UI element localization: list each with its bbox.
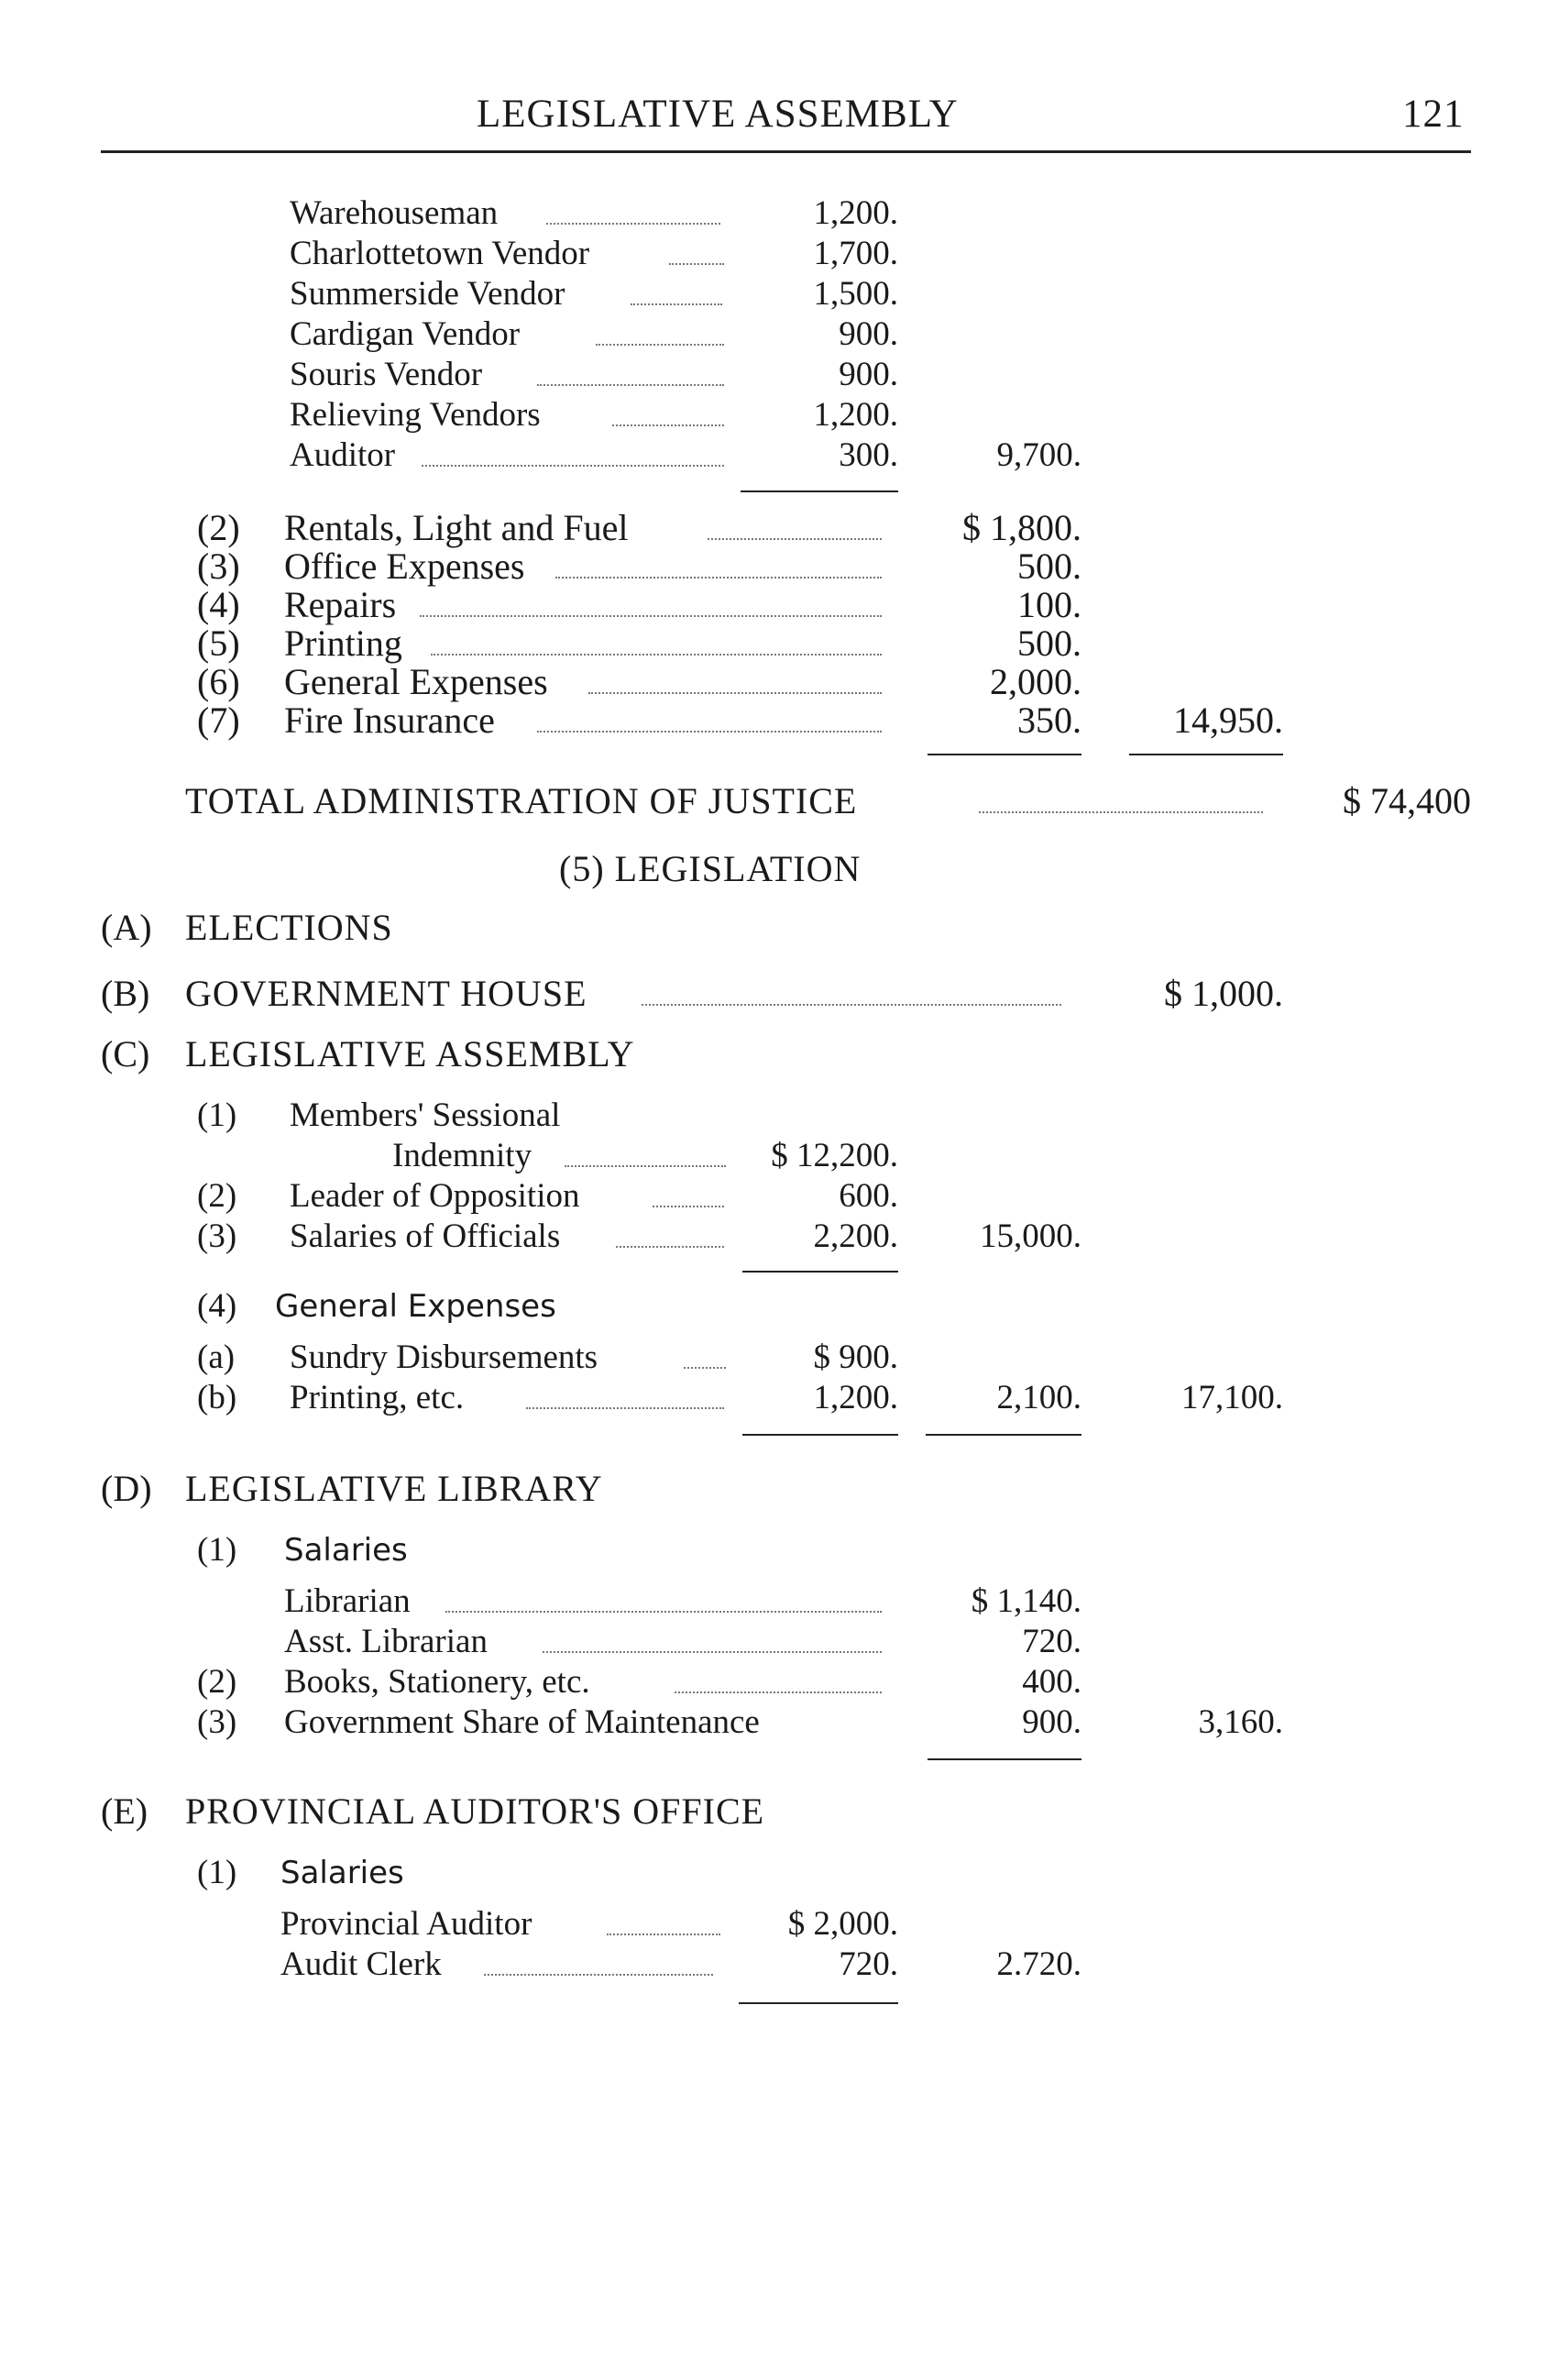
leader-dots — [543, 1651, 882, 1653]
library-item-label: Asst. Librarian — [284, 1623, 488, 1660]
leader-dots — [684, 1367, 726, 1369]
section-letter: (D) — [101, 1468, 152, 1509]
assembly-item-amount: $ 12,200. — [771, 1137, 898, 1174]
sum-rule — [739, 2002, 898, 2004]
item-number: (2) — [197, 1177, 237, 1215]
sum-rule — [741, 490, 898, 492]
library-item-amount: 400. — [1022, 1663, 1081, 1701]
library-item-label: Librarian — [284, 1582, 411, 1620]
salary-amount: 1,700. — [813, 235, 898, 272]
auditor-total: 2.720. — [996, 1945, 1081, 1983]
gov-house-amount: $ 1,000. — [1164, 973, 1283, 1014]
salary-amount: 900. — [839, 315, 898, 353]
leader-dots — [445, 1611, 882, 1613]
library-item-label: Books, Stationery, etc. — [284, 1663, 590, 1701]
salary-label: Cardigan Vendor — [290, 315, 521, 353]
salary-label: Summerside Vendor — [290, 275, 565, 313]
leader-dots — [526, 1407, 724, 1409]
assembly-item-amount: 600. — [839, 1177, 898, 1215]
item-number: (1) — [197, 1096, 237, 1134]
salary-amount: 1,500. — [813, 275, 898, 313]
assembly-total: 17,100. — [1181, 1379, 1283, 1416]
expense-label: Repairs — [284, 584, 397, 625]
item-number: (4) — [197, 584, 240, 625]
header-rule — [101, 150, 1471, 153]
leader-dots — [422, 465, 724, 467]
leader-dots — [642, 1004, 1061, 1006]
leader-dots — [420, 615, 882, 617]
expense-amount: $ 1,800. — [962, 507, 1081, 548]
leader-dots — [612, 424, 724, 426]
leader-dots — [484, 1974, 713, 1976]
item-letter: (b) — [197, 1379, 237, 1416]
library-total: 3,160. — [1198, 1703, 1283, 1741]
salaries-heading: Salaries — [284, 1532, 408, 1569]
expense-label: Rentals, Light and Fuel — [284, 507, 629, 548]
library-item-amount: 720. — [1022, 1623, 1081, 1660]
item-number: (5) — [197, 623, 240, 664]
assembly-item-label: Indemnity — [392, 1137, 532, 1174]
gov-house-label: GOVERNMENT HOUSE — [185, 973, 587, 1014]
leader-dots — [653, 1206, 724, 1207]
leader-dots — [979, 811, 1263, 813]
assembly-item-label: Sundry Disbursements — [290, 1339, 598, 1376]
section-letter: (B) — [101, 973, 150, 1014]
total-justice-label: TOTAL ADMINISTRATION OF JUSTICE — [185, 780, 858, 821]
section-letter: (E) — [101, 1791, 148, 1832]
leader-dots — [537, 384, 724, 386]
assembly-subtotal: 15,000. — [980, 1218, 1081, 1255]
assembly-item-label: Members' Sessional — [290, 1096, 561, 1134]
sum-rule — [742, 1271, 898, 1273]
salaries-heading: Salaries — [280, 1855, 404, 1891]
expense-label: Fire Insurance — [284, 700, 495, 741]
sum-rule — [742, 1434, 898, 1436]
salary-label: Relieving Vendors — [290, 396, 541, 434]
general-subtotal: 2,100. — [996, 1379, 1081, 1416]
assembly-label: LEGISLATIVE ASSEMBLY — [185, 1033, 635, 1074]
assembly-item-label: Salaries of Officials — [290, 1218, 561, 1255]
auditor-item-label: Audit Clerk — [280, 1945, 442, 1983]
auditor-item-label: Provincial Auditor — [280, 1905, 532, 1943]
section-letter: (C) — [101, 1033, 150, 1074]
sum-rule — [1129, 754, 1283, 755]
expense-amount: 500. — [1017, 545, 1081, 587]
assembly-item-amount: $ 900. — [813, 1339, 898, 1376]
salary-amount: 1,200. — [813, 194, 898, 232]
leader-dots — [546, 223, 720, 225]
library-label: LEGISLATIVE LIBRARY — [185, 1468, 603, 1509]
item-number: (7) — [197, 700, 240, 741]
item-number: (3) — [197, 545, 240, 587]
item-number: (6) — [197, 661, 240, 702]
item-number: (1) — [197, 1854, 237, 1891]
leader-dots — [675, 1691, 882, 1693]
expense-label: Printing — [284, 623, 402, 664]
salary-label: Auditor — [290, 436, 396, 474]
leader-dots — [537, 731, 882, 733]
salary-amount: 900. — [839, 356, 898, 393]
page-number: 121 — [1402, 93, 1465, 136]
expense-label: Office Expenses — [284, 545, 525, 587]
elections-label: ELECTIONS — [185, 907, 393, 948]
page-title: LEGISLATIVE ASSEMBLY — [477, 93, 959, 136]
auditor-item-amount: 720. — [839, 1945, 898, 1983]
salary-label: Warehouseman — [290, 194, 499, 232]
salary-amount: 1,200. — [813, 396, 898, 434]
expense-amount: 2,000. — [990, 661, 1081, 702]
auditor-item-amount: $ 2,000. — [787, 1905, 898, 1943]
assembly-item-label: Printing, etc. — [290, 1379, 465, 1416]
sum-rule — [928, 754, 1081, 755]
section-heading: (5) LEGISLATION — [559, 848, 862, 889]
section-letter: (A) — [101, 907, 152, 948]
item-number: (2) — [197, 507, 240, 548]
expense-amount: 500. — [1017, 623, 1081, 664]
general-expenses-heading: General Expenses — [275, 1288, 556, 1325]
leader-dots — [555, 577, 882, 578]
item-number: (2) — [197, 1663, 237, 1701]
library-item-amount: $ 1,140. — [971, 1582, 1081, 1620]
assembly-item-label: Leader of Opposition — [290, 1177, 580, 1215]
leader-dots — [669, 263, 724, 265]
library-item-label: Government Share of Maintenance — [284, 1703, 760, 1741]
salary-subtotal: 9,700. — [996, 436, 1081, 474]
leader-dots — [431, 654, 882, 656]
assembly-item-amount: 2,200. — [813, 1218, 898, 1255]
sum-rule — [928, 1758, 1081, 1760]
auditor-office-label: PROVINCIAL AUDITOR'S OFFICE — [185, 1791, 765, 1832]
expense-label: General Expenses — [284, 661, 548, 702]
leader-dots — [708, 538, 882, 540]
expenses-total: 14,950. — [1173, 700, 1283, 741]
item-number: (1) — [197, 1531, 237, 1569]
library-item-amount: 900. — [1022, 1703, 1081, 1741]
expense-amount: 350. — [1017, 700, 1081, 741]
item-number: (3) — [197, 1218, 237, 1255]
item-number: (4) — [197, 1287, 237, 1325]
leader-dots — [631, 303, 722, 305]
item-number: (3) — [197, 1703, 237, 1741]
sum-rule — [926, 1434, 1081, 1436]
expense-amount: 100. — [1017, 584, 1081, 625]
item-letter: (a) — [197, 1339, 236, 1376]
salary-amount: 300. — [839, 436, 898, 474]
leader-dots — [588, 692, 882, 694]
leader-dots — [565, 1165, 726, 1167]
leader-dots — [607, 1934, 720, 1935]
total-justice-amount: $ 74,400 — [1343, 780, 1471, 821]
salary-label: Charlottetown Vendor — [290, 235, 590, 272]
leader-dots — [616, 1246, 724, 1248]
leader-dots — [596, 344, 724, 346]
assembly-item-amount: 1,200. — [813, 1379, 898, 1416]
salary-label: Souris Vendor — [290, 356, 483, 393]
